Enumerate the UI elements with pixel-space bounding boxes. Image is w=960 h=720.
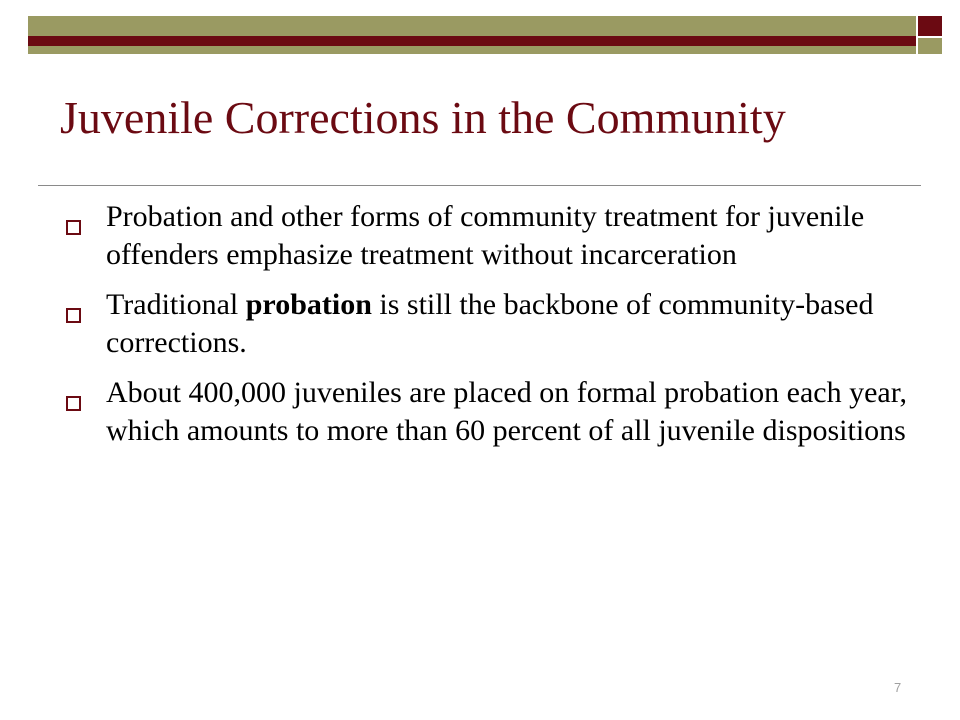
header-olive-stripe-top xyxy=(28,16,916,36)
bullet-item xyxy=(60,286,920,362)
page-number: 7 xyxy=(894,680,902,695)
header-corner-olive-block xyxy=(918,38,942,54)
bullet-text-part: About 400,000 juveniles are placed on formal probation each year, which amounts to more than 60 percent of all juvenile dispositions xyxy=(106,376,908,447)
title-divider xyxy=(38,185,921,186)
slide-title: Juvenile Corrections in the Community xyxy=(60,92,786,143)
bullet-text-part: Probation and other forms of community treatment for juvenile offenders emphasize treatment without incarceration xyxy=(106,200,865,271)
bullet-text-part: Traditional xyxy=(106,288,246,321)
header-corner-maroon-block xyxy=(918,16,942,36)
bullet-text xyxy=(106,286,920,362)
bullet-text-part: is still the backbone of community-based corrections. xyxy=(106,288,874,359)
hollow-square-icon xyxy=(66,220,81,235)
bullet-item xyxy=(60,198,920,274)
hollow-square-icon xyxy=(66,396,81,411)
bullet-emphasis-term: probation xyxy=(245,288,372,321)
bullet-list xyxy=(60,198,920,462)
hollow-square-icon xyxy=(66,308,81,323)
bullet-text xyxy=(106,374,920,450)
bullet-item xyxy=(60,374,920,450)
header-decoration-band xyxy=(0,0,960,64)
bullet-text xyxy=(106,198,920,274)
header-maroon-stripe xyxy=(28,36,916,46)
header-olive-stripe-bottom xyxy=(28,46,916,54)
